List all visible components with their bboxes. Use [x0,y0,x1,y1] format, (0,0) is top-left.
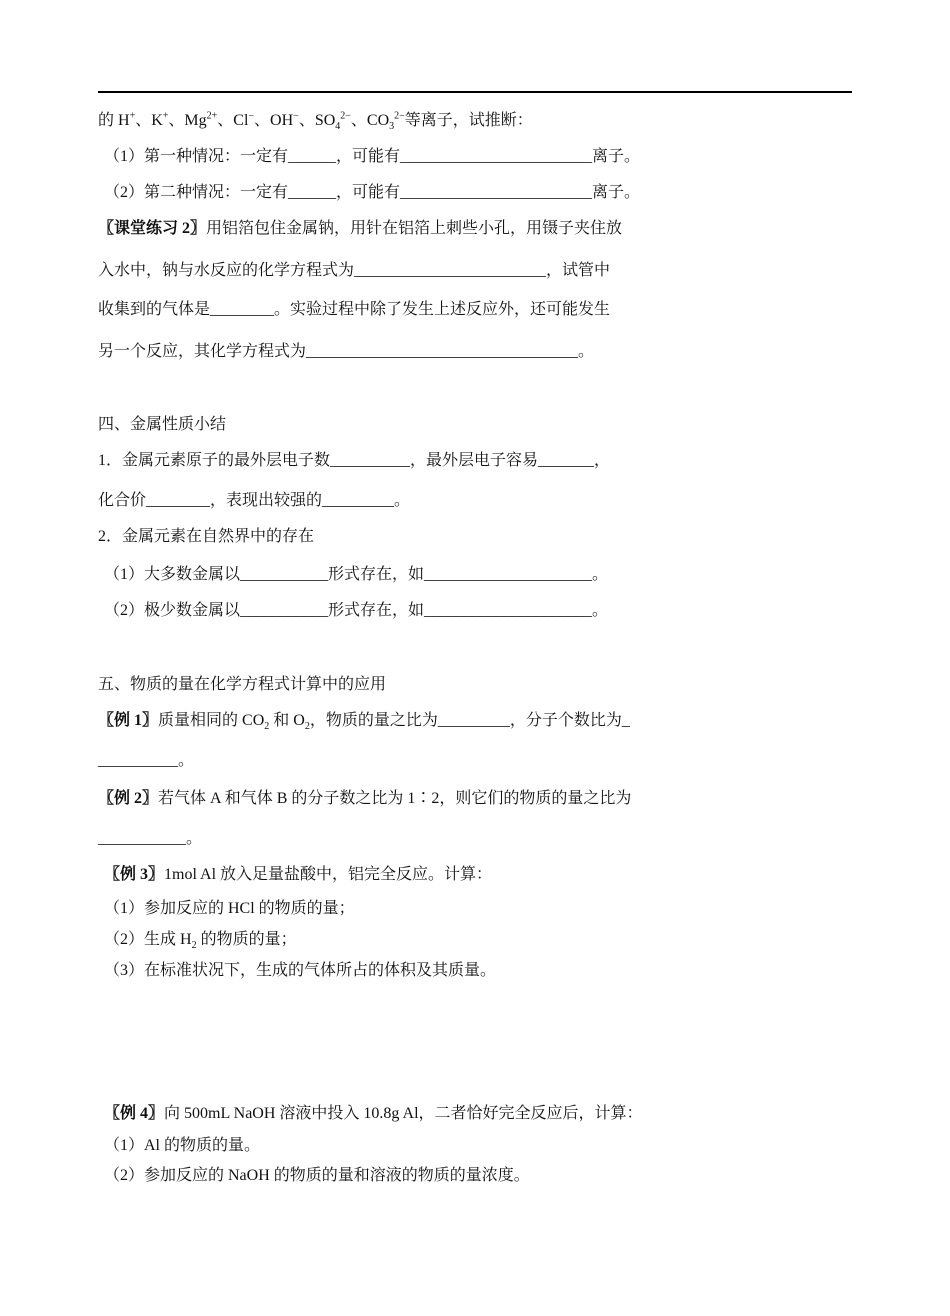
text-span: 向 500mL NaOH 溶液中投入 10.8g Al，二者恰好完全反应后，计算： [164,1105,643,1122]
text-span: ，物质的量之比为_________，分子个数比为_ [309,712,630,729]
superscript: + [162,110,169,122]
subscript: 2 [191,940,197,952]
text-span: （2）参加反应的 NaOH 的物质的量和溶液的物质的量浓度。 [104,1167,530,1184]
superscript: 2− [340,110,351,122]
bold-label: 〖例 3〗 [104,866,165,883]
text-span: 质量相同的 CO [158,712,265,729]
example-1-line-1 [98,710,630,732]
text-span: 、Cl [217,112,249,129]
text-span: 收集到的气体是________。实验过程中除了发生上述反应外，还可能发生 [98,301,611,318]
text-span: 1mol Al 放入足量盐酸中，铝完全反应。计算： [164,866,493,883]
example-3-item-1 [104,898,355,920]
practice-2-line-3 [98,299,610,321]
case-2-line [104,182,640,204]
example-4-title [104,1103,643,1125]
superscript: − [248,110,255,122]
ion-list-line [98,110,533,132]
summary-1-line-2 [98,490,410,512]
example-3-title [104,864,492,886]
text-span: 、OH [254,112,294,129]
case-1-line [104,146,640,168]
practice-2-line-2 [98,260,610,282]
practice-2-title [98,218,622,240]
text-span: 另一个反应，其化学方程式为__________________________________。 [98,343,595,360]
summary-2-item-2 [104,600,608,622]
text-span: 入水中，钠与水反应的化学方程式为________________________，试管中 [98,262,611,279]
text-span: （1）第一种情况：一定有______，可能有________________________离子。 [104,148,641,165]
text-span: 用铝箔包住金属钠，用针在铝箔上刺些小孔，用镊子夹住放 [206,220,623,237]
summary-2-item-1 [104,564,608,586]
text-span: （3）在标准状况下，生成的气体所占的体积及其质量。 [104,962,497,979]
text-span: 五、物质的量在化学方程式计算中的应用 [98,676,387,693]
text-span: 等离子，试推断： [404,112,533,129]
superscript: 2− [394,110,405,122]
summary-1-line-1 [98,450,610,472]
subscript: 4 [335,121,341,133]
text-span: 的 H [98,112,130,129]
text-span: 、Mg [168,112,207,129]
bold-label: 〖例 2〗 [98,790,159,807]
subscript: 2 [304,721,310,733]
example-1-line-2 [98,750,194,772]
superscript: + [129,110,136,122]
text-span: 2．金属元素在自然界中的存在 [98,528,315,545]
text-span: 1．金属元素原子的最外层电子数__________，最外层电子容易_______， [98,452,611,469]
section-5-heading [98,674,386,696]
bold-label: 〖例 4〗 [104,1105,165,1122]
text-span: __________。 [98,752,195,769]
summary-2-heading [98,526,314,548]
text-span: （2）生成 H [104,931,192,948]
example-3-item-3 [104,960,496,982]
header-rule [98,91,852,93]
text-span: 四、金属性质小结 [98,416,227,433]
text-span: 、SO [298,112,336,129]
text-span: 化合价________，表现出较强的_________。 [98,492,411,509]
text-span: 的物质的量； [196,931,297,948]
text-span: （1）Al 的物质的量。 [104,1137,261,1154]
subscript: 2 [264,721,270,733]
text-span: （1）参加反应的 HCl 的物质的量； [104,900,355,917]
text-span: 若气体 A 和气体 B 的分子数之比为 1∶2，则它们的物质的量之比为 [158,790,632,807]
superscript: 2+ [206,110,218,122]
bold-label: 〖例 1〗 [98,712,159,729]
text-span: 、CO [350,112,390,129]
subscript: 3 [389,121,395,133]
bold-label: 〖课堂练习 2〗 [98,220,207,237]
text-span: 、K [135,112,163,129]
text-span: 和 O [269,712,305,729]
example-2-line-1 [98,788,631,810]
example-4-item-1 [104,1135,260,1157]
text-span: （2）极少数金属以___________形式存在，如_____________________。 [104,602,609,619]
superscript: − [293,110,299,122]
example-4-item-2 [104,1165,530,1187]
section-4-heading [98,414,226,436]
practice-2-line-4 [98,341,594,363]
text-span: （2）第二种情况：一定有______，可能有________________________离子。 [104,184,641,201]
example-3-item-2 [104,929,297,951]
text-span: ___________。 [98,830,203,847]
text-span: （1）大多数金属以___________形式存在，如_____________________。 [104,566,609,583]
example-2-line-2 [98,828,202,850]
